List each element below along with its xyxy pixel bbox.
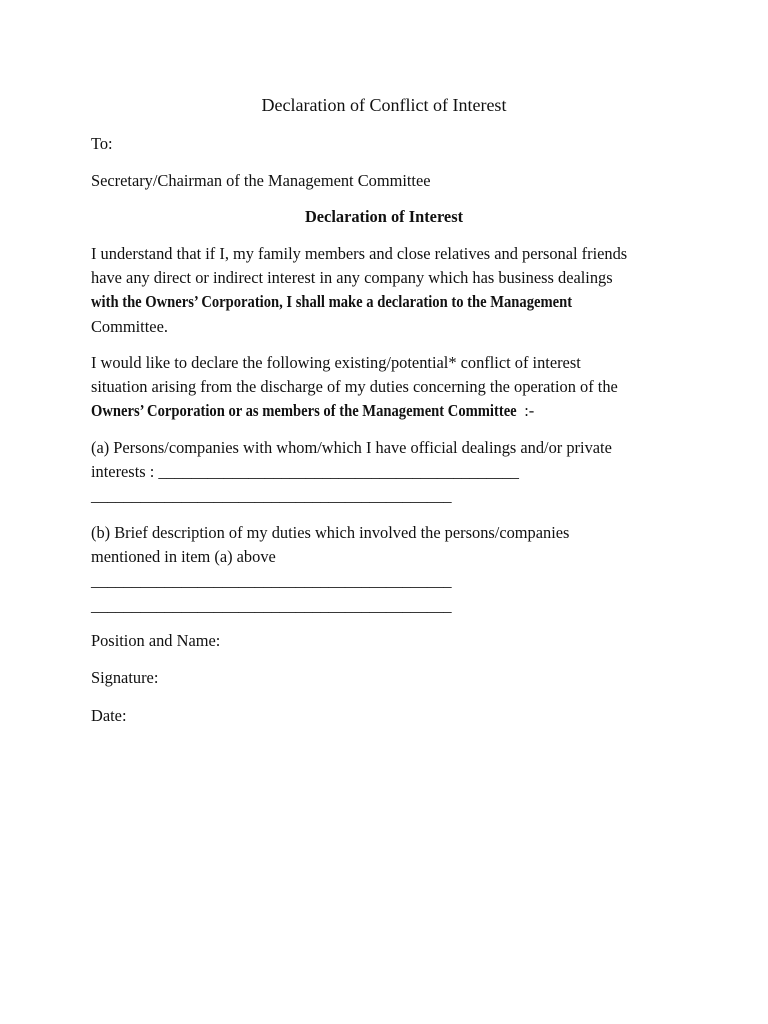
- item-b: [91, 521, 691, 618]
- paragraph-understanding: [91, 242, 691, 339]
- paragraph-line: have any direct or indirect interest in any company which has business dealings: [91, 268, 613, 288]
- date-label: Date:: [91, 706, 127, 725]
- paragraph-declaration: [91, 351, 691, 424]
- paragraph-tail: :-: [524, 401, 535, 421]
- to-label: To:: [91, 134, 113, 153]
- position-name-label: Position and Name:: [91, 631, 221, 650]
- document-title: Declaration of Conflict of Interest: [261, 95, 507, 115]
- item-b-blank-line: ____________________________________________: [91, 571, 452, 591]
- recipient: Secretary/Chairman of the Management Committee: [91, 171, 431, 190]
- item-a: [91, 436, 691, 509]
- item-a-interests-field: interests : ____________________________________________: [91, 462, 519, 482]
- bold-text: with the Owners’ Corporation, I shall make a declaration to the Management: [91, 292, 573, 312]
- paragraph-line: I would like to declare the following existing/potential* conflict of interest: [91, 353, 581, 372]
- paragraph-line: [91, 399, 691, 423]
- signature-label: Signature:: [91, 668, 159, 687]
- paragraph-line: Committee.: [91, 316, 168, 336]
- declaration-subtitle: Declaration of Interest: [304, 207, 464, 226]
- item-b-text: (b) Brief description of my duties which involved the persons/companies: [91, 523, 570, 542]
- item-a-blank-line: ____________________________________________: [91, 486, 452, 506]
- paragraph-line: situation arising from the discharge of my duties concerning the operation of the: [91, 377, 618, 397]
- item-b-blank-line: ____________________________________________: [91, 595, 452, 615]
- bold-text: Owners’ Corporation or as members of the Management Committee: [91, 401, 517, 421]
- item-a-text: (a) Persons/companies with whom/which I have official dealings and/or private: [91, 438, 612, 457]
- paragraph-line: I understand that if I, my family members and close relatives and personal friends: [91, 244, 628, 263]
- item-b-text: mentioned in item (a) above: [91, 547, 276, 567]
- paragraph-line: [91, 290, 691, 314]
